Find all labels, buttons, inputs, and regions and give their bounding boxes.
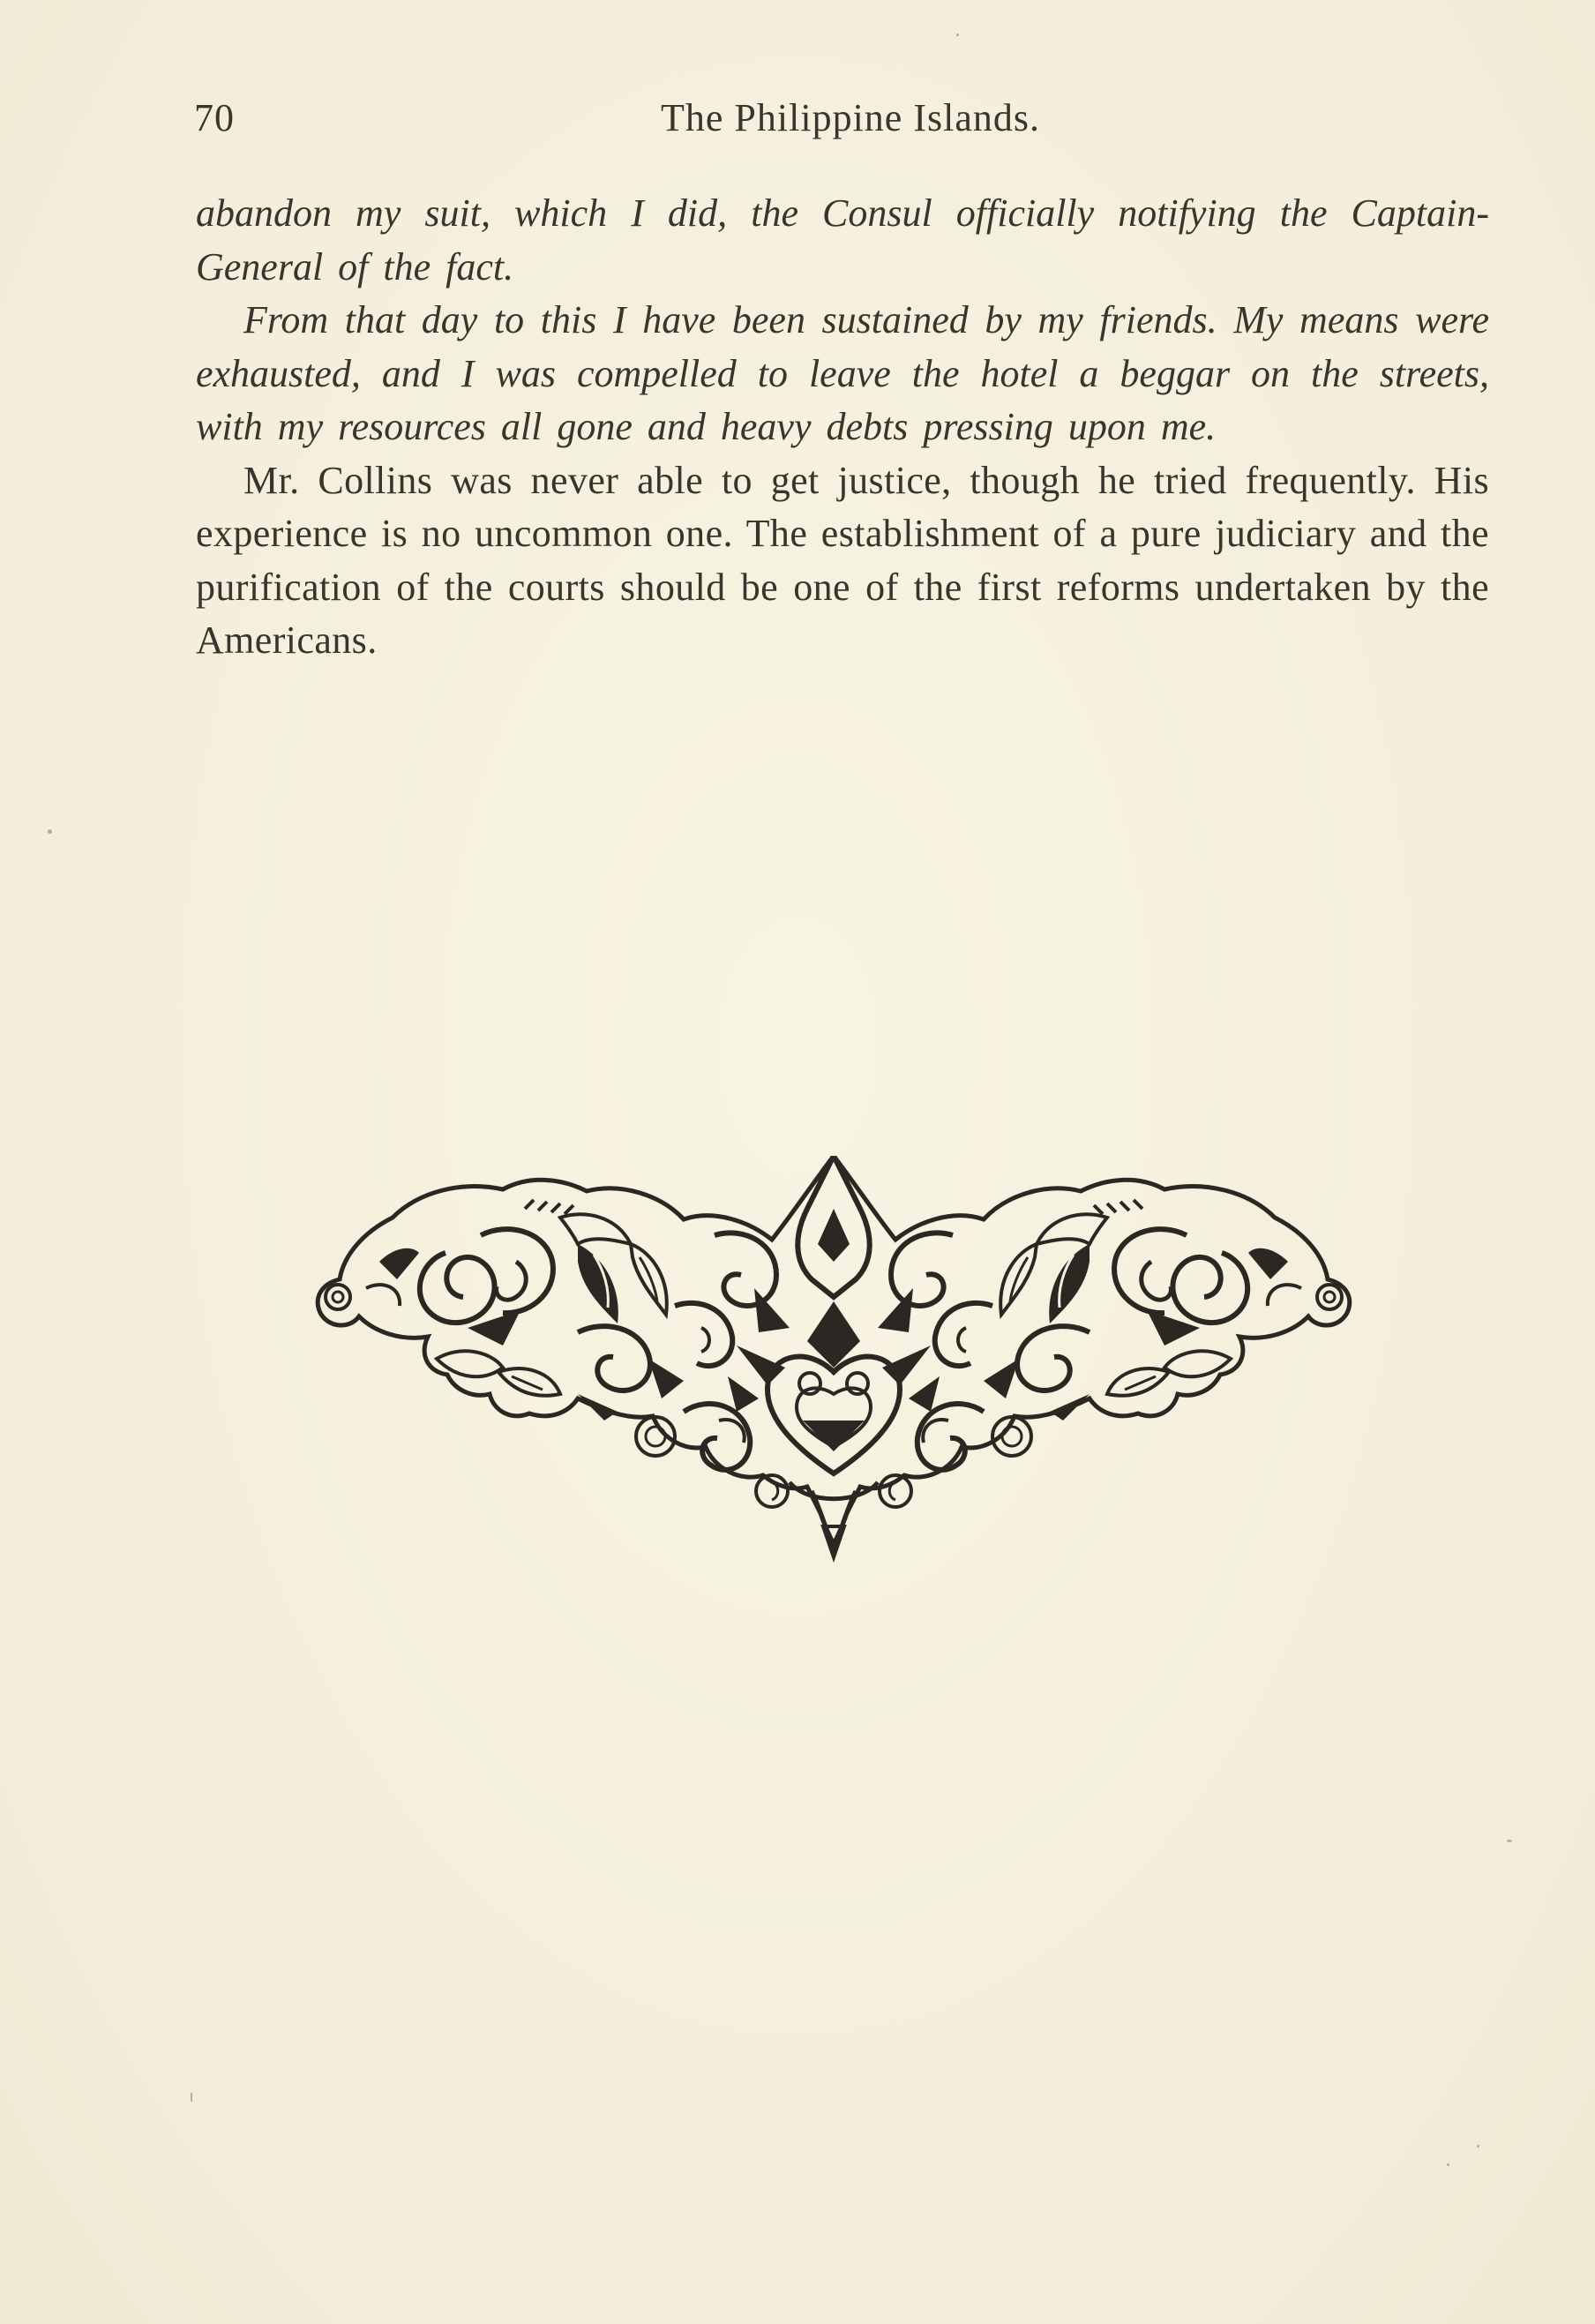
- paragraph-quote: From that day to this I have been sustained by my friends. My means were exhausted, and I was compelled to leave the hotel a beggar on the streets, with my resources all gone and heavy debts pressing upon me.: [196, 298, 1489, 448]
- paragraph-commentary: Mr. Collins was never able to get justice, though he tried frequently. His experience is no uncommon one. The establishment of a pure judiciary and the purification of the courts should be one of the first reforms undertaken by the Americans.: [196, 458, 1489, 662]
- page-header: [194, 95, 1489, 148]
- scan-speck: [48, 829, 52, 834]
- scan-speck: [1507, 1840, 1512, 1842]
- scan-speck: [1447, 2163, 1449, 2166]
- body-text: [196, 187, 1489, 668]
- scan-speck: [956, 34, 959, 36]
- running-title: The Philippine Islands.: [661, 96, 1040, 139]
- scan-speck: [191, 2093, 192, 2102]
- scan-speck: [1477, 2145, 1479, 2148]
- tailpiece-ornament-icon: [313, 1156, 1354, 1597]
- page-number: 70: [194, 96, 235, 139]
- paragraph-continuation: abandon my suit, which I did, the Consul officially notifying the Captain-General of the fact.: [196, 191, 1489, 289]
